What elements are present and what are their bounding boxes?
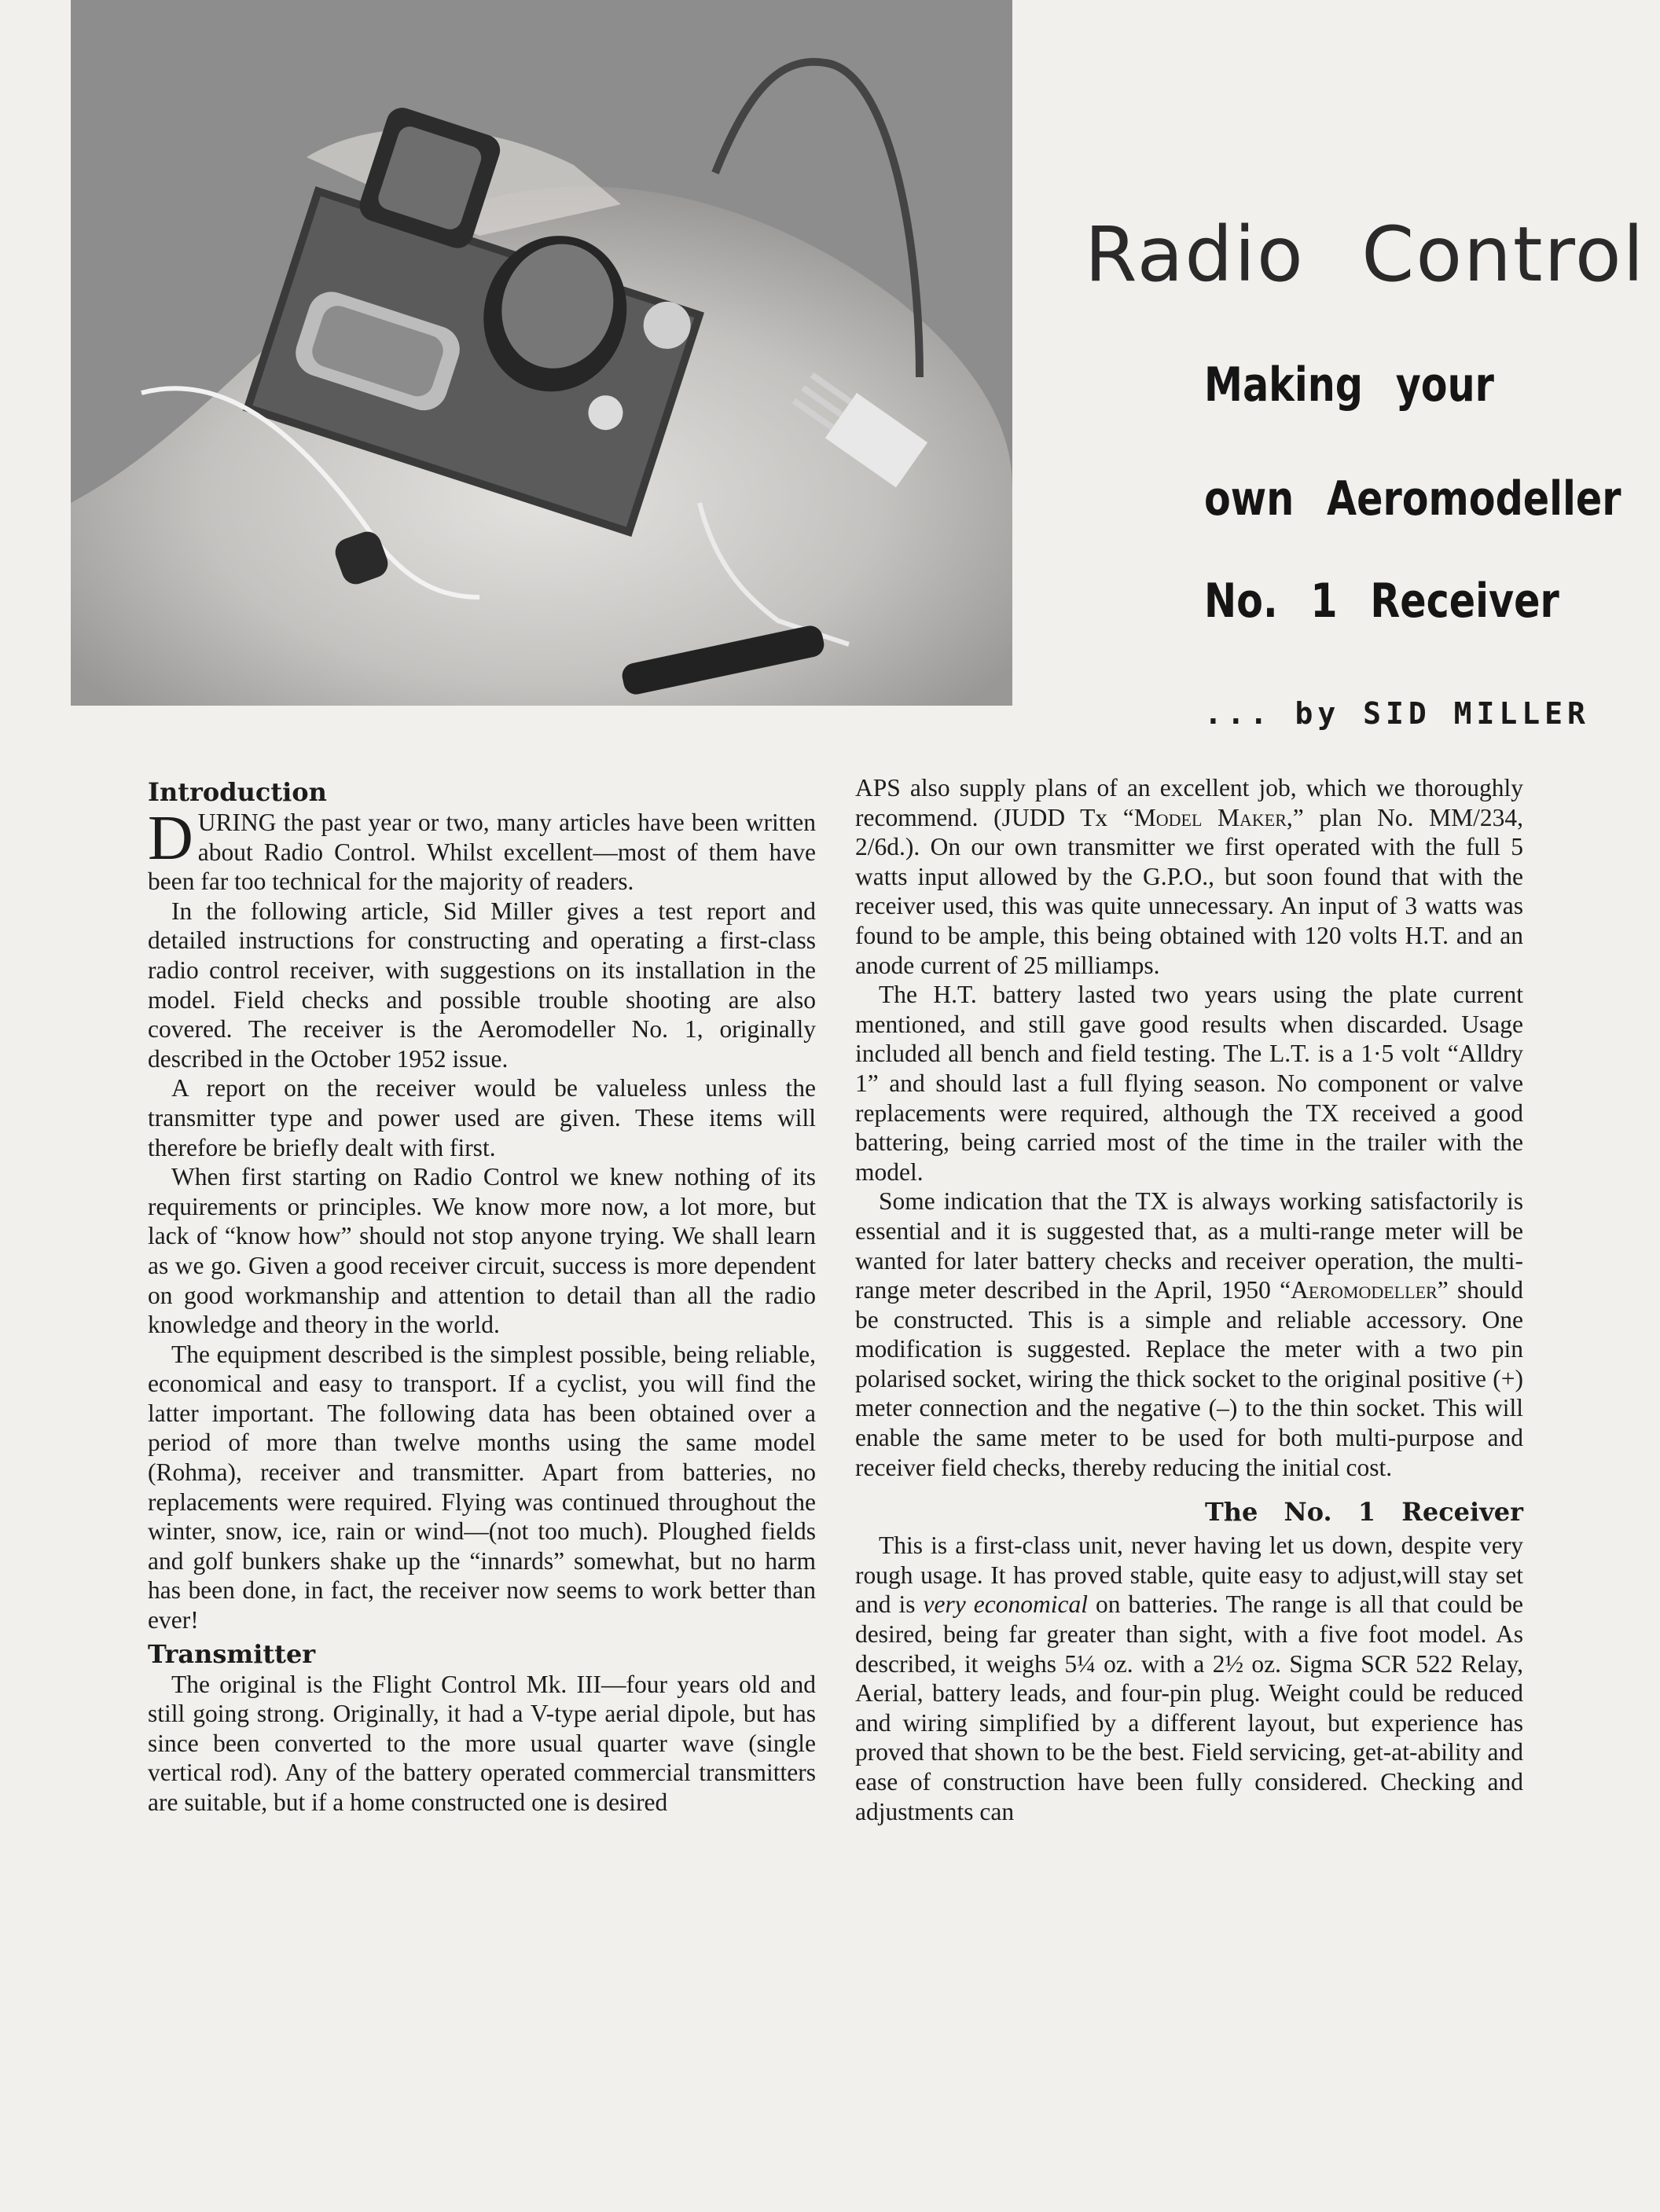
article-subtitle-line2: own Aeromodeller — [1204, 471, 1621, 526]
receiver-paragraph-1 — [855, 1531, 1523, 1826]
receiver-paragraph-1-part-b: on batteries. The range is all that could be desired, being far greater than sight, with a five foot model. As described, it weighs 5¼ oz. with a 2½ oz. Sigma SCR 522 Relay, Aerial, battery leads, and four-pin plug. Weight could be reduced and wiring simplified by a different layout, but experience has proved that shown to be the best. Field servicing, get-at-ability and ease of construction have been fully considered. Checking and adjustments can — [855, 1590, 1523, 1825]
right-paragraph-3-part-a: Some indication that the TX is always working satisfactorily is essential and it is suggested that, as a multi-range meter will be wanted for later battery checks and receiver operation, the multi-range meter described in the April, 1950 “ — [855, 1187, 1523, 1304]
right-paragraph-3-part-b: ” should be constructed. This is a simple and reliable accessory. One modification is suggested. Replace the meter with a two pin polarised socket, wiring the thick socket to the original positive (+) meter connection and the negative (–) to the thin socket. This will enable the same meter to be used for both multi-purpose and receiver field checks, thereby reducing the initial cost. — [855, 1276, 1523, 1481]
article-subtitle-line1: Making your — [1204, 358, 1494, 413]
receiver-paragraph-1-part-a: This is a first-class unit, never having let us down, despite very rough usage. It has proved stable, quite easy to adjust,will stay set and is — [855, 1532, 1523, 1619]
right-paragraph-3 — [855, 1187, 1523, 1482]
heading-introduction: Introduction — [148, 777, 327, 807]
intro-paragraph-2: In the following article, Sid Miller gives a test report and detailed instructions for constructing and operating a first-class radio control receiver, with suggestions on its installation in the model. Field checks and possible trouble shooting are also covered. The receiver is the Aeromodeller No. 1, originally described in the October 1952 issue. — [148, 897, 816, 1073]
aeromodeller-smallcaps: Aeromodeller — [1291, 1276, 1438, 1304]
intro-paragraph-3: A report on the receiver would be valueless unless the transmitter type and power used are given. These items will therefore be briefly dealt with first. — [148, 1074, 816, 1161]
article-title: Radio Control — [1085, 211, 1646, 299]
right-column — [855, 773, 1523, 1826]
heading-no1-receiver: The No. 1 Receiver — [1204, 1497, 1523, 1528]
right-paragraph-1-part-b: ,” plan No. MM/234, 2/6d.). On our own transmitter we first operated with the full 5 watts input allowed by the G.P.O., but soon found that with the receiver used, this was quite unnecessary. An input of 3 watts was found to be ample, this being obtained with 120 volts H.T. and an anode current of 25 milliamps. — [855, 803, 1524, 979]
article-subtitle-line3: No. 1 Receiver — [1204, 574, 1559, 629]
intro-paragraph-5: The equipment described is the simplest possible, being reliable, economical and easy to transport. If a cyclist, you will find the latter important. The following data has been obtained over a period of more than twelve months using the same model (Rohma), receiver and transmitter. Apart from batteries, no replacements were required. Flying was continued throughout the winter, snow, ice, rain or wind—(not too much). Ploughed fields and golf bunkers shake up the “innards” somewhat, but no harm has been done, in fact, the receiver now seems to work better than ever! — [148, 1340, 816, 1634]
receiver-photo — [71, 0, 1012, 706]
drop-cap: D — [148, 804, 193, 873]
right-paragraph-1 — [855, 773, 1523, 980]
heading-transmitter: Transmitter — [148, 1638, 316, 1669]
intro-paragraph-4: When first starting on Radio Control we knew nothing of its requirements or principles. We know more now, a lot more, but lack of “know how” should not stop anyone trying. We shall learn as we go. Given a good receiver circuit, success is more dependent on good workmanship and attention to detail than all the radio knowledge and theory in the world. — [148, 1163, 816, 1339]
article-byline: ... by SID MILLER — [1204, 696, 1590, 731]
model-maker-smallcaps: Model Maker — [1133, 803, 1287, 831]
right-paragraph-1-part-a: APS also supply plans of an excellent job, which we thoroughly recommend. (JUDD Tx “ — [855, 774, 1523, 831]
intro-paragraph-1-text: URING the past year or two, many articles have been written about Radio Control. Whilst excellent—most of them have been far too technical for the majority of readers. — [148, 809, 816, 896]
intro-paragraph-1 — [148, 804, 816, 897]
very-economical-italic: very economical — [923, 1590, 1088, 1619]
right-paragraph-2: The H.T. battery lasted two years using the plate current mentioned, and still gave good results when discarded. Usage included all bench and field testing. The L.T. is a 1·5 volt “Alldry 1” and should last a full flying season. No component or valve replacements were required, although the TX received a good battering, being carried most of the time in the trailer with the model. — [855, 981, 1523, 1186]
receiver-photo-icon — [71, 0, 1012, 706]
left-column — [148, 773, 816, 1818]
transmitter-paragraph-1: The original is the Flight Control Mk. III—four years old and still going strong. Originally, it had a V-type aerial dipole, but has since been converted to the more usual quarter wave (single vertical rod). Any of the battery operated commercial transmitters are suitable, but if a home constructed one is desired — [148, 1670, 816, 1816]
